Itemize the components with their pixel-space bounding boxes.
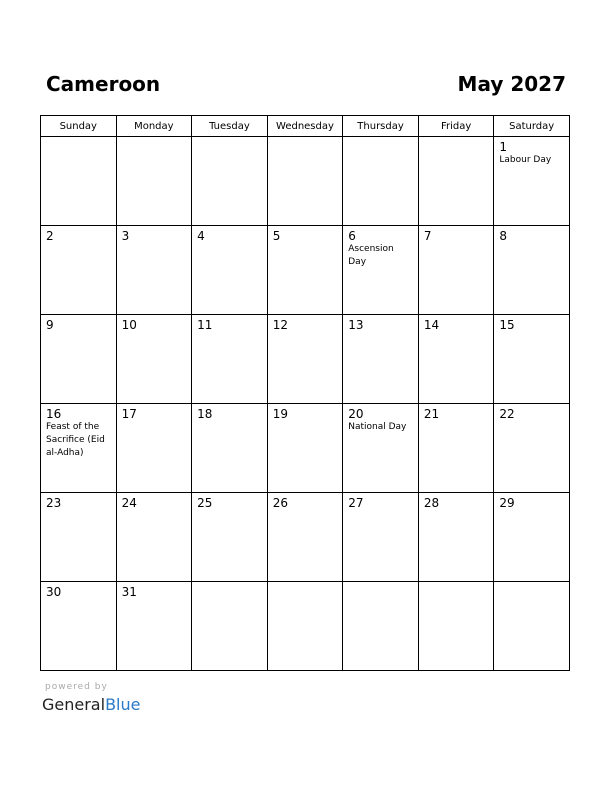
holiday-label: National Day (348, 422, 407, 432)
calendar-header (46, 70, 566, 100)
month-year-title: May 2027 (457, 72, 566, 96)
day-cell[interactable] (343, 404, 419, 493)
day-number: 21 (423, 407, 440, 421)
day-number: 4 (197, 229, 205, 243)
country-title: Cameroon (46, 72, 161, 96)
day-number: 27 (348, 496, 364, 510)
day-cell[interactable] (192, 493, 268, 582)
week-row (41, 137, 570, 226)
week-row (41, 226, 570, 315)
day-number: 5 (272, 229, 281, 243)
day-number: 6 (348, 229, 356, 243)
empty-day-cell (343, 582, 419, 671)
day-number: 17 (121, 407, 137, 421)
weekday-header: Sunday (41, 116, 117, 137)
empty-day-cell (267, 137, 343, 226)
day-cell[interactable] (418, 226, 494, 315)
day-cell[interactable] (418, 315, 494, 404)
day-number: 3 (121, 229, 130, 243)
empty-day-cell (192, 582, 268, 671)
day-cell[interactable] (41, 226, 117, 315)
day-number: 31 (121, 585, 137, 599)
empty-day-cell (494, 582, 570, 671)
empty-day-cell (418, 137, 494, 226)
day-cell[interactable] (41, 315, 117, 404)
day-cell[interactable] (494, 315, 570, 404)
day-cell[interactable] (267, 404, 343, 493)
weekday-header: Thursday (343, 116, 419, 137)
brand-blue-text: Blue (105, 695, 141, 714)
week-row (41, 493, 570, 582)
holiday-label: Labour Day (499, 155, 552, 165)
weekday-header-row (41, 116, 570, 137)
day-number: 29 (499, 496, 515, 510)
day-cell[interactable] (494, 226, 570, 315)
day-cell[interactable] (116, 582, 192, 671)
day-cell[interactable] (494, 137, 570, 226)
day-cell[interactable] (192, 315, 268, 404)
holiday-label: Ascension Day (348, 244, 394, 267)
day-number: 26 (272, 496, 288, 510)
day-cell[interactable] (343, 226, 419, 315)
day-number: 19 (272, 407, 288, 421)
day-number: 9 (46, 318, 54, 332)
day-number: 13 (348, 318, 364, 332)
week-row (41, 315, 570, 404)
day-number: 11 (197, 318, 213, 332)
day-number: 18 (197, 407, 213, 421)
day-cell[interactable] (418, 493, 494, 582)
footer-branding (42, 682, 140, 716)
day-number: 22 (499, 407, 515, 421)
day-cell[interactable] (343, 315, 419, 404)
day-cell[interactable] (41, 493, 117, 582)
empty-day-cell (41, 137, 117, 226)
day-cell[interactable] (41, 404, 117, 493)
day-number: 12 (272, 318, 288, 332)
empty-day-cell (116, 137, 192, 226)
day-number: 24 (121, 496, 137, 510)
day-number: 16 (46, 407, 62, 421)
weekday-header: Wednesday (267, 116, 343, 137)
day-number: 15 (499, 318, 515, 332)
empty-day-cell (343, 137, 419, 226)
day-cell[interactable] (116, 404, 192, 493)
weekday-header: Friday (418, 116, 494, 137)
day-cell[interactable] (418, 404, 494, 493)
day-cell[interactable] (116, 226, 192, 315)
day-number: 1 (499, 140, 508, 154)
day-cell[interactable] (267, 493, 343, 582)
day-cell[interactable] (116, 493, 192, 582)
day-cell[interactable] (41, 582, 117, 671)
day-cell[interactable] (267, 226, 343, 315)
day-number: 20 (348, 407, 364, 421)
week-row (41, 404, 570, 493)
day-number: 14 (423, 318, 440, 332)
day-cell[interactable] (192, 226, 268, 315)
day-cell[interactable] (494, 404, 570, 493)
day-cell[interactable] (267, 315, 343, 404)
day-number: 30 (46, 585, 62, 599)
empty-day-cell (418, 582, 494, 671)
day-number: 25 (197, 496, 213, 510)
empty-day-cell (192, 137, 268, 226)
day-number: 8 (499, 229, 508, 243)
month-calendar-grid (40, 115, 570, 671)
week-row (41, 582, 570, 671)
day-cell[interactable] (343, 493, 419, 582)
weekday-header: Monday (116, 116, 192, 137)
day-cell[interactable] (494, 493, 570, 582)
day-number: 2 (46, 229, 54, 243)
holiday-label: Feast of the Sacrifice (Eid al-Adha) (46, 422, 105, 458)
weekday-header: Saturday (494, 116, 570, 137)
day-number: 7 (423, 229, 432, 243)
brand-general-text: General (42, 695, 106, 714)
empty-day-cell (267, 582, 343, 671)
weekday-header: Tuesday (192, 116, 268, 137)
day-number: 10 (121, 318, 137, 332)
generalblue-logo[interactable] (42, 694, 140, 716)
day-cell[interactable] (116, 315, 192, 404)
day-number: 28 (423, 496, 440, 510)
day-number: 23 (46, 496, 62, 510)
powered-by-label: powered by (45, 682, 108, 692)
day-cell[interactable] (192, 404, 268, 493)
